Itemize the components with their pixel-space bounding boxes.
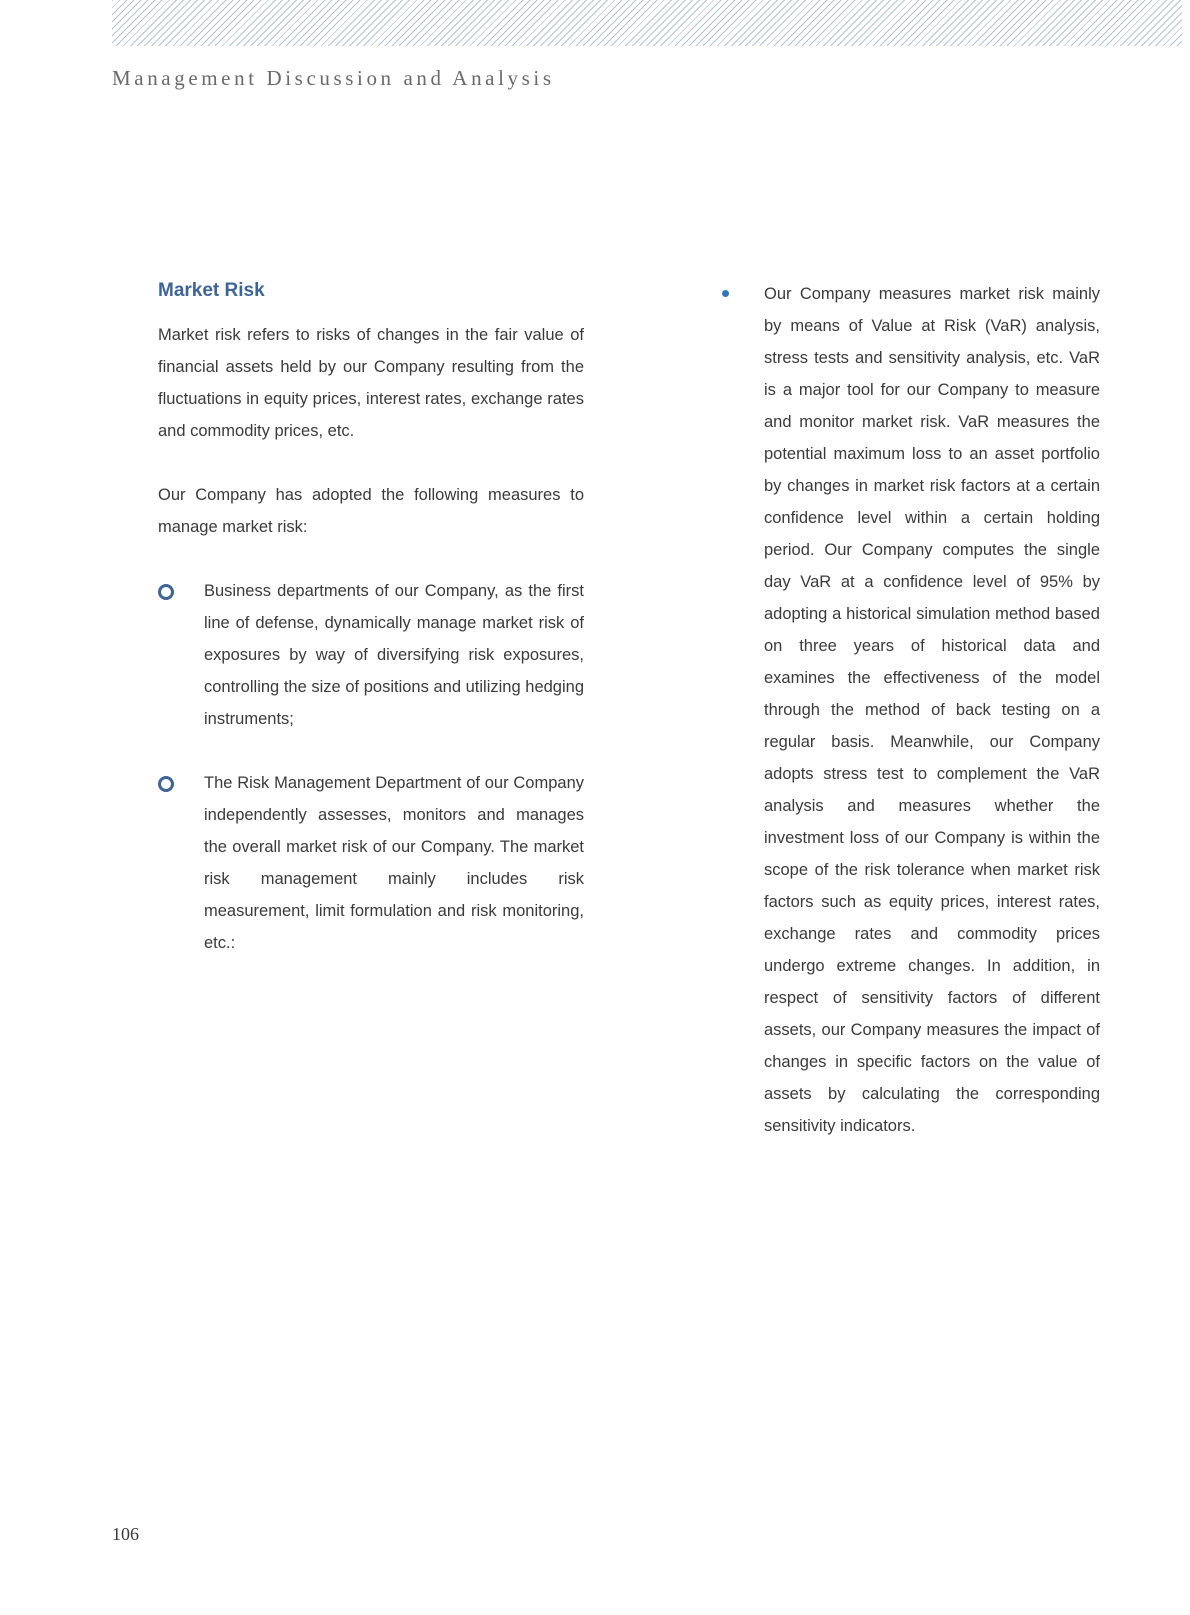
header-hatch-band <box>112 0 1182 46</box>
ring-bullet-icon <box>158 584 174 600</box>
page-number: 106 <box>112 1524 139 1544</box>
list-item <box>158 767 584 959</box>
measures-intro-paragraph: Our Company has adopted the following measures to manage market risk: <box>158 486 584 536</box>
list-item <box>764 278 1100 1142</box>
ring-bullet-icon <box>158 776 174 792</box>
running-header: Management Discussion and Analysis <box>112 66 555 90</box>
dot-bullet-icon <box>722 290 729 297</box>
right-column <box>764 278 1100 1142</box>
list-item <box>158 575 584 735</box>
intro-paragraph: Market risk refers to risks of changes in the fair value of financial assets held by our Company resulting from the fluctuations in equity prices, interest rates, exchange rates and commodity prices, etc. <box>158 326 584 440</box>
section-title: Market Risk <box>158 280 265 301</box>
list-item-text: Business departments of our Company, as the first line of defense, dynamically manage market risk of exposures by way of diversifying risk exposures, controlling the size of positions and utilizing hedging instruments; <box>204 582 584 728</box>
list-item-text: The Risk Management Department of our Company independently assesses, monitors and manages the overall market risk of our Company. The market risk management mainly includes risk measurement, limit formulation and risk monitoring, etc.: <box>204 774 584 952</box>
left-column <box>158 278 584 991</box>
var-paragraph: Our Company measures market risk mainly by means of Value at Risk (VaR) analysis, stress tests and sensitivity analysis, etc. VaR is a major tool for our Company to measure and monitor market risk. VaR measures the potential maximum loss to an asset portfolio by changes in market risk factors at a certain confidence level within a certain holding period. Our Company computes the single day VaR at a confidence level of 95% by adopting a historical simulation method based on three years of historical data and examines the effectiveness of the model through the method of back testing on a regular basis. Meanwhile, our Company adopts stress test to complement the VaR analysis and measures whether the investment loss of our Company is within the scope of the risk tolerance when market risk factors such as equity prices, interest rates, exchange rates and commodity prices undergo extreme changes. In addition, in respect of sensitivity factors of different assets, our Company measures the impact of changes in specific factors on the value of assets by calculating the corresponding sensitivity indicators. <box>764 285 1100 1135</box>
